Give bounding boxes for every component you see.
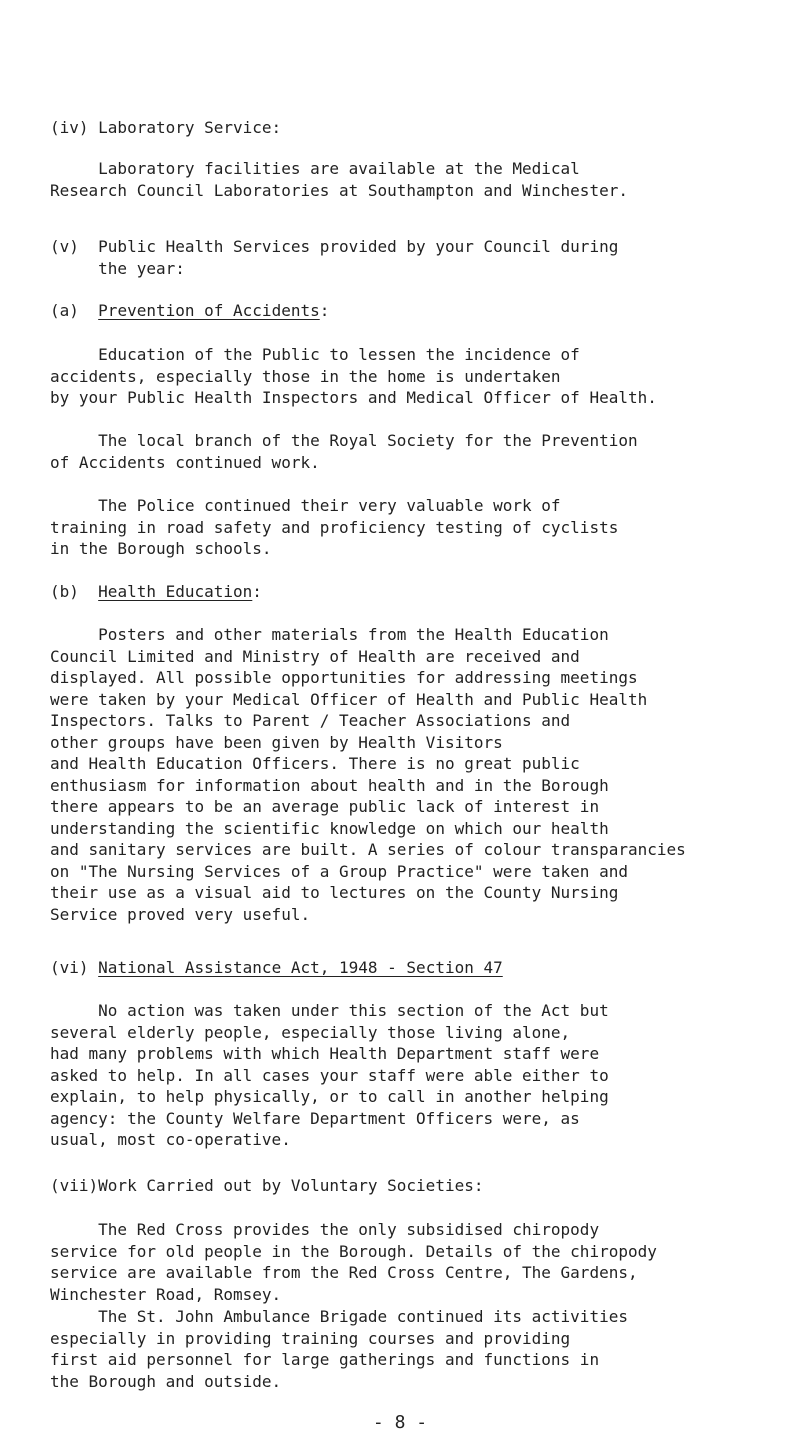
page-number: - 8 - [372, 1412, 428, 1433]
health-education-title: Health Education [98, 582, 253, 601]
prevention-paragraph-education: Education of the Public to lessen the incidence of accidents, especially those in the home is undertaken by your Public Health Inspectors and Medical Officer of Health. [50, 345, 657, 407]
prevention-title: Prevention of Accidents [98, 301, 320, 320]
health-education-colon: : [252, 582, 262, 601]
national-assistance-heading [50, 958, 503, 978]
prevention-colon: : [319, 301, 330, 320]
public-health-services-heading: (v) Public Health Services provided by your Council during the year: [50, 237, 619, 278]
prevention-paragraph-police: The Police continued their very valuable work of training in road safety and proficiency testing of cyclists in the Borough schools. [50, 496, 619, 558]
national-assistance-marker: (vi) [50, 958, 99, 977]
health-education-marker: (b) [50, 582, 99, 601]
prevention-of-accidents-heading [50, 301, 329, 321]
voluntary-societies-heading: (vii)Work Carried out by Voluntary Societies: [50, 1176, 484, 1195]
voluntary-paragraph-st-john: The St. John Ambulance Brigade continued its activities especially in providing training courses and providing first aid personnel for large gatherings and functions in the Borough and outside. [50, 1307, 628, 1391]
voluntary-paragraph-red-cross: The Red Cross provides the only subsidised chiropody service for old people in the Borough. Details of the chiropody service are available from the Red Cross Centre, The Gardens, Winchester Road, Romsey. [50, 1220, 657, 1304]
national-assistance-paragraph: No action was taken under this section of the Act but several elderly people, especially those living alone, had many problems with which Health Department staff were asked to help. In all cases your staff were able either to explain, to help physically, or to call in another helping agency: the County Welfare Department Officers were, as usual, most co-operative. [50, 1001, 609, 1149]
laboratory-service-text: Laboratory facilities are available at the Medical Research Council Laboratories at Southampton and Winchester. [50, 159, 628, 200]
health-education-paragraph: Posters and other materials from the Health Education Council Limited and Ministry of Health are received and displayed. All possible opportunities for addressing meetings were taken by your Medical Officer of Health and Public Health Inspectors. Talks to Parent / Teacher Associations and other groups have been given by Health Visitors and Health Education Officers. There is no great public enthusiasm for information about health and in the Borough there appears to be an average public lack of interest in understanding the scientific knowledge on which our health and sanitary services are built. A series of colour transparancies on "The Nursing Services of a Group Practice" were taken and their use as a visual aid to lectures on the County Nursing Service proved very useful. [50, 625, 686, 924]
prevention-paragraph-royal-society: The local branch of the Royal Society for the Prevention of Accidents continued work. [50, 431, 638, 472]
national-assistance-title: National Assistance Act, 1948 - Section 47 [98, 958, 503, 977]
prevention-marker: (a) [50, 301, 99, 320]
laboratory-service-heading: (iv) Laboratory Service: [50, 118, 282, 137]
health-education-heading [50, 582, 262, 602]
